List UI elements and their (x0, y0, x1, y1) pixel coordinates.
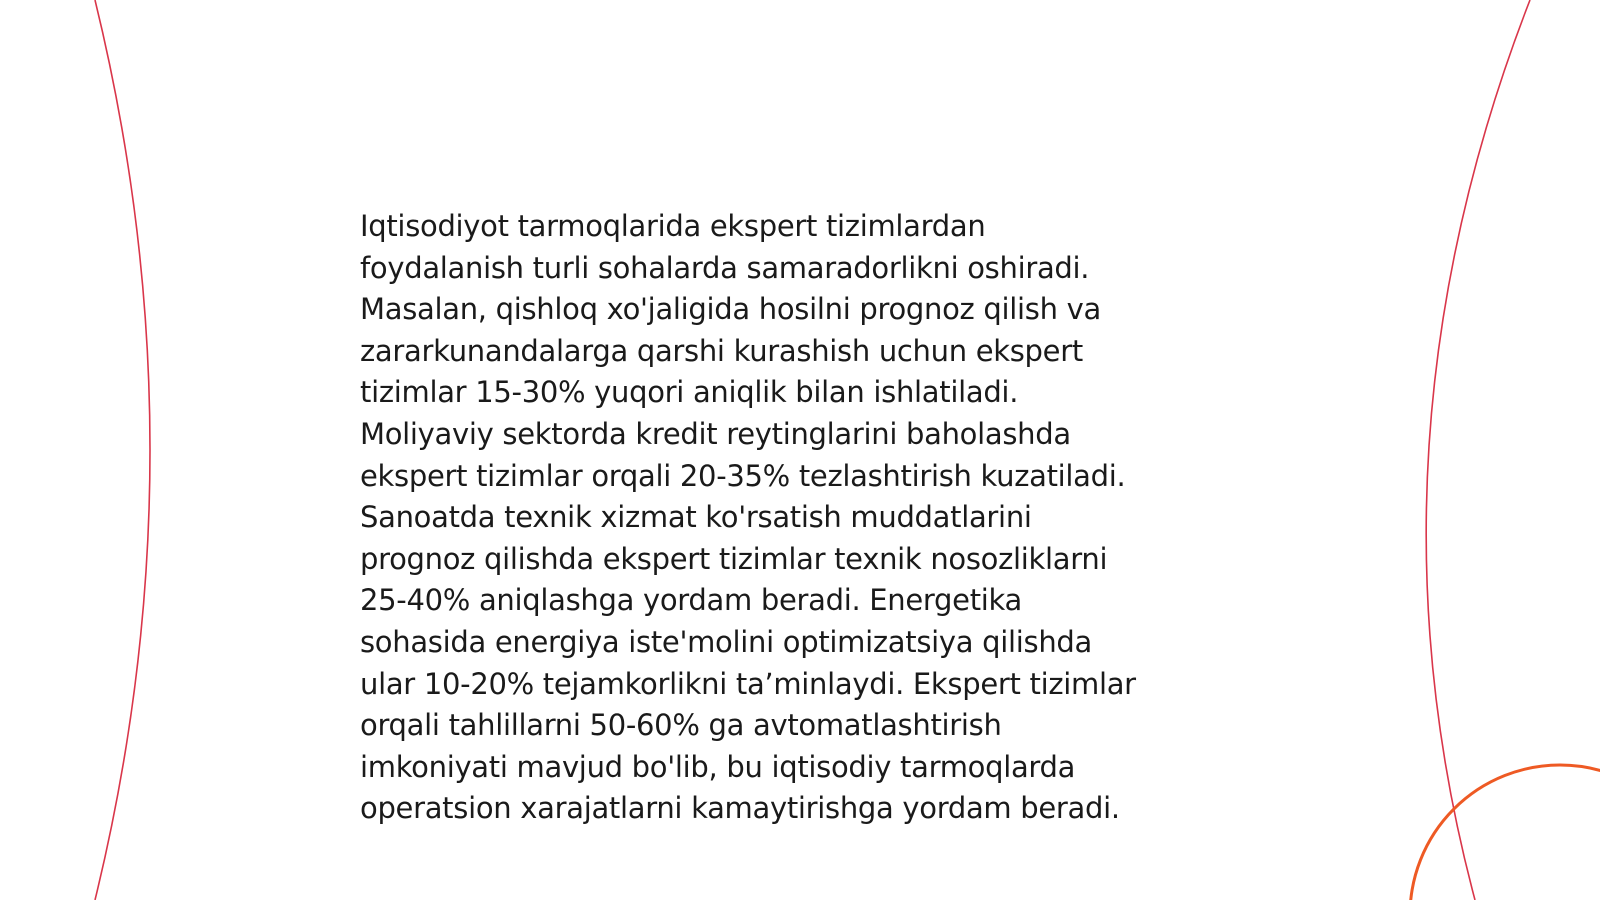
text-line: imkoniyati mavjud bo'lib, bu iqtisodiy tarmoqlarda (360, 749, 1076, 784)
text-line: tizimlar 15-30% yuqori aniqlik bilan ishlatiladi. (360, 375, 1019, 410)
text-line: operatsion xarajatlarni kamaytirishga yordam beradi. (360, 791, 1120, 826)
text-line: 25-40% aniqlashga yordam beradi. Energetika (360, 583, 1022, 618)
text-line: zararkunandalarga qarshi kurashish uchun ekspert (360, 333, 1083, 368)
text-line: ular 10-20% tejamkorlikni ta’minlaydi. Ekspert tizimlar (360, 666, 1136, 701)
right-arc-decoration (1426, 0, 1530, 900)
text-line: foydalanish turli sohalarda samaradorlikni oshiradi. (360, 250, 1090, 285)
text-line: sohasida energiya iste'molini optimizatsiya qilishda (360, 624, 1092, 659)
corner-circle-decoration (1410, 765, 1600, 900)
slide-body-text (360, 206, 1260, 830)
text-line: Iqtisodiyot tarmoqlarida ekspert tizimlardan (360, 209, 986, 243)
left-arc-decoration (95, 0, 150, 900)
text-line: Sanoatda texnik xizmat ko'rsatish muddatlarini (360, 500, 1032, 535)
text-line: Moliyaviy sektorda kredit reytinglarini baholashda (360, 416, 1071, 451)
text-line: ekspert tizimlar orqali 20-35% tezlashtirish kuzatiladi. (360, 458, 1126, 493)
text-line: orqali tahlillarni 50-60% ga avtomatlashtirish (360, 708, 1002, 743)
text-line: prognoz qilishda ekspert tizimlar texnik nosozliklarni (360, 541, 1108, 576)
text-line: Masalan, qishloq xo'jaligida hosilni prognoz qilish va (360, 292, 1101, 327)
